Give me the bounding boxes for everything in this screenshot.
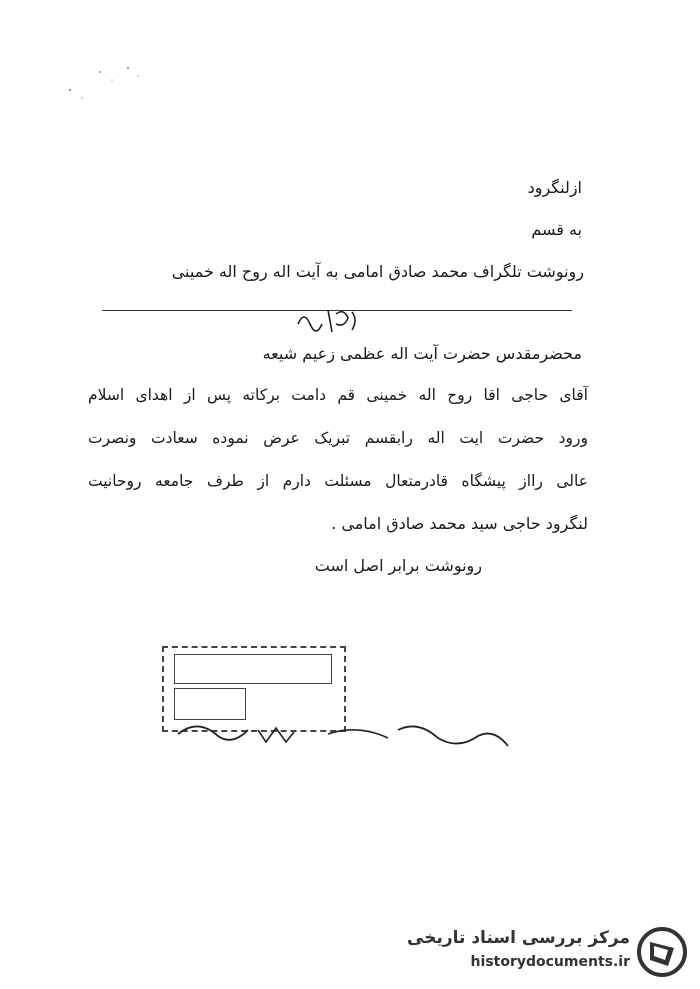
handwritten-reference [168, 700, 548, 770]
addressee-line: محضرمقدس حضرت آیت اله عظمی زعیم شیعه [262, 344, 582, 363]
body-line-1: آقای حاجی اقا روح اله خمینی قم دامت برکاته پس از اهدای اسلام [88, 386, 588, 404]
watermark-url: historydocuments.ir [470, 954, 630, 970]
stamp-field-top [174, 654, 332, 684]
handwritten-date [292, 300, 372, 340]
body-line-4: لنگرود حاجی سید محمد صادق امامی . [331, 514, 588, 533]
subject-line: رونوشت تلگراف محمد صادق امامی به آیت اله روح اله خمینی [171, 262, 584, 281]
watermark-title: مرکز بررسی اسناد تاریخی [407, 928, 630, 948]
archive-watermark [407, 920, 692, 982]
copy-note: رونوشت برابر اصل است [314, 556, 482, 575]
body-line-3: عالی رااز پیشگاه قادرمتعال مسئلت دارم از طرف جامعه روحانیت [88, 472, 588, 490]
archive-logo-icon [636, 926, 688, 978]
sender-line: ازلنگرود [527, 178, 582, 197]
via-line: به قسم [531, 220, 582, 239]
paper-specks [60, 60, 150, 110]
body-line-2: ورود حضرت ایت اله رابقسم تبریک عرض نموده سعادت ونصرت [88, 429, 588, 447]
